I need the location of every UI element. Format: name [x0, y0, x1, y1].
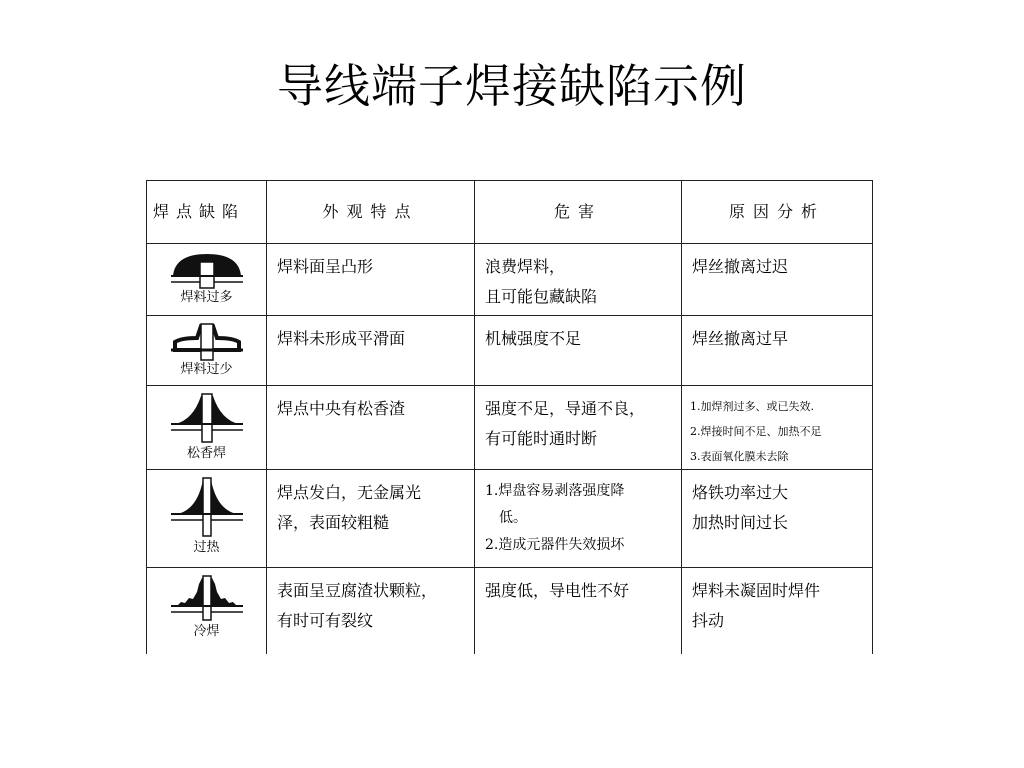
insufficient-solder-joint-diagram	[167, 320, 247, 362]
defect-cell	[147, 386, 267, 470]
appearance-line: 表面呈豆腐渣状颗粒，	[277, 581, 438, 600]
appearance-line: 泽，表面较粗糙	[277, 513, 390, 532]
appearance-line: 有时可有裂纹	[277, 611, 374, 630]
appearance-cell	[267, 244, 475, 316]
defect-cell	[147, 316, 267, 386]
harm-cell	[475, 316, 682, 386]
cause-cell	[682, 470, 873, 568]
cause-line: 焊丝撤离过迟	[692, 257, 789, 276]
defect-table	[146, 180, 872, 654]
appearance-cell	[267, 568, 475, 654]
defect-name: 过热	[193, 540, 220, 555]
cause-line: 抖动	[692, 611, 725, 630]
cold-joint-diagram	[167, 572, 247, 624]
header-appearance: 外观特点	[267, 181, 475, 244]
harm-line: 强度不足，导通不良，	[485, 399, 646, 418]
table-row	[147, 316, 873, 386]
cause-line: 加热时间过长	[692, 513, 789, 532]
cause-line: 焊料未凝固时焊件	[692, 581, 821, 600]
overheated-joint-diagram	[167, 474, 247, 540]
table-row	[147, 470, 873, 568]
harm-line: 浪费焊料，	[485, 257, 566, 276]
defect-name: 冷焊	[193, 624, 220, 639]
harm-line: 2.造成元器件失效损坏	[485, 537, 625, 553]
harm-cell	[475, 568, 682, 654]
defect-name: 焊料过少	[180, 362, 233, 377]
appearance-line: 焊点发白，无金属光	[277, 483, 422, 502]
header-harm: 危害	[475, 181, 682, 244]
harm-line: 且可能包藏缺陷	[485, 287, 598, 306]
defect-name: 焊料过多	[180, 290, 233, 305]
cause-line: 3.表面氧化膜未去除	[690, 450, 789, 463]
excess-solder-joint-diagram	[167, 248, 247, 290]
rosin-joint-diagram	[167, 390, 247, 446]
appearance-line: 焊点中央有松香渣	[277, 399, 406, 418]
defect-cell	[147, 568, 267, 654]
appearance-line: 焊料面呈凸形	[277, 257, 374, 276]
defect-cell	[147, 470, 267, 568]
table-row	[147, 568, 873, 654]
harm-cell	[475, 386, 682, 470]
cause-line: 烙铁功率过大	[692, 483, 789, 502]
defect-name: 松香焊	[186, 446, 226, 461]
table-header-row	[147, 181, 873, 244]
harm-line: 有可能时通时断	[485, 429, 598, 448]
appearance-cell	[267, 316, 475, 386]
table-row	[147, 386, 873, 470]
defect-cell	[147, 244, 267, 316]
harm-line: 强度低，导电性不好	[485, 581, 630, 600]
harm-line: 低。	[499, 510, 527, 526]
harm-line: 1.焊盘容易剥落强度降	[485, 483, 625, 499]
cause-line: 2.焊接时间不足、加热不足	[690, 425, 822, 438]
appearance-cell	[267, 386, 475, 470]
harm-cell	[475, 244, 682, 316]
header-defect: 焊点缺陷	[147, 181, 267, 244]
slide-title: 导线端子焊接缺陷示例	[277, 59, 747, 113]
appearance-cell	[267, 470, 475, 568]
table-row	[147, 244, 873, 316]
cause-cell	[682, 568, 873, 654]
harm-line: 机械强度不足	[485, 329, 582, 348]
cause-cell	[682, 244, 873, 316]
appearance-line: 焊料未形成平滑面	[277, 329, 406, 348]
cause-line: 焊丝撤离过早	[692, 329, 789, 348]
header-cause: 原因分析	[682, 181, 873, 244]
cause-cell	[682, 386, 873, 470]
cause-cell	[682, 316, 873, 386]
cause-line: 1.加焊剂过多、或已失效.	[690, 400, 814, 413]
harm-cell	[475, 470, 682, 568]
